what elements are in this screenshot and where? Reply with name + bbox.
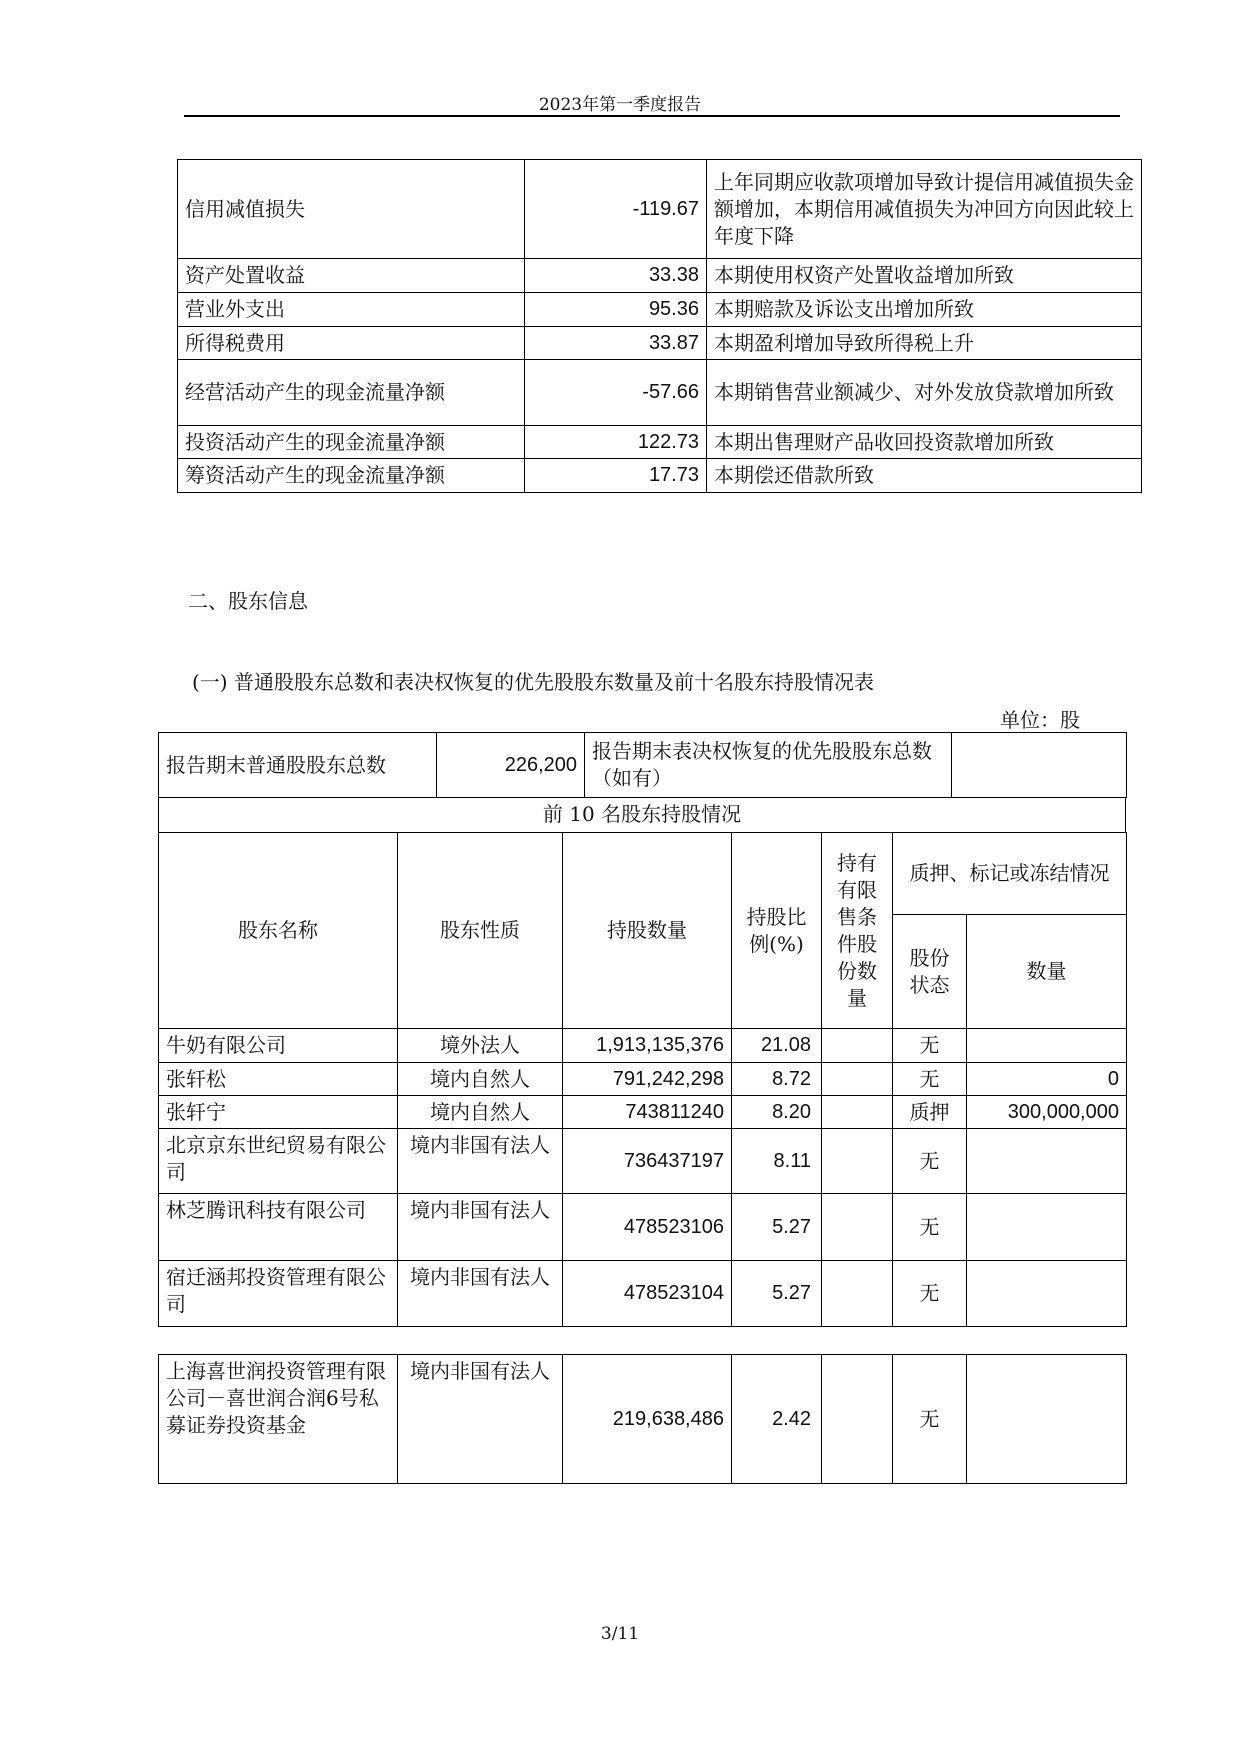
shareholder-name: 北京京东世纪贸易有限公司 [159, 1129, 398, 1194]
restricted-shares [822, 1096, 893, 1129]
change-value: -57.66 [525, 360, 707, 426]
col-header-ratio: 持股比例(%) [732, 833, 822, 1029]
item-name: 经营活动产生的现金流量净额 [178, 360, 525, 426]
col-header-status: 股份状态 [893, 915, 967, 1029]
change-reason: 本期出售理财产品收回投资款增加所致 [707, 426, 1142, 459]
common-holders-value: 226,200 [437, 733, 585, 798]
share-status: 无 [893, 1129, 967, 1194]
table-row [178, 360, 1142, 426]
item-name: 营业外支出 [178, 293, 525, 327]
table-row [178, 259, 1142, 293]
change-value: 33.87 [525, 327, 707, 360]
shareholder-row [159, 1355, 1127, 1484]
shareholder-row [159, 1063, 1127, 1096]
table-row [178, 327, 1142, 360]
change-value: -119.67 [525, 160, 707, 259]
item-name: 筹资活动产生的现金流量净额 [178, 459, 525, 493]
shareholder-name: 上海喜世润投资管理有限公司－喜世润合润6号私募证券投资基金 [159, 1355, 398, 1484]
restricted-shares [822, 1129, 893, 1194]
pledged-quantity [967, 1194, 1127, 1261]
item-name: 所得税费用 [178, 327, 525, 360]
section-title: 二、股东信息 [188, 589, 308, 613]
holding-ratio: 21.08 [732, 1029, 822, 1063]
shareholder-nature: 境内非国有法人 [398, 1194, 563, 1261]
shareholder-row [159, 1096, 1127, 1129]
shares-held: 743811240 [563, 1096, 732, 1129]
col-header-nature: 股东性质 [398, 833, 563, 1029]
header-divider [184, 115, 1120, 117]
holding-ratio: 2.42 [732, 1355, 822, 1484]
col-header-pledge: 质押、标记或冻结情况 [893, 833, 1127, 915]
shareholder-name: 宿迁涵邦投资管理有限公司 [159, 1261, 398, 1327]
shareholder-nature: 境内非国有法人 [398, 1261, 563, 1327]
shareholder-name: 林芝腾讯科技有限公司 [159, 1194, 398, 1261]
change-reason: 本期赔款及诉讼支出增加所致 [707, 293, 1142, 327]
holding-ratio: 8.11 [732, 1129, 822, 1194]
shares-held: 736437197 [563, 1129, 732, 1194]
top10-shareholders-table [158, 832, 1127, 1327]
share-status: 无 [893, 1261, 967, 1327]
item-name: 投资活动产生的现金流量净额 [178, 426, 525, 459]
shareholder-nature: 境内自然人 [398, 1063, 563, 1096]
change-value: 122.73 [525, 426, 707, 459]
col-header-quantity: 数量 [967, 915, 1127, 1029]
table-row [178, 293, 1142, 327]
col-header-name: 股东名称 [159, 833, 398, 1029]
table-row [178, 459, 1142, 493]
share-status: 无 [893, 1355, 967, 1484]
change-reason: 本期偿还借款所致 [707, 459, 1142, 493]
top10-shareholders-table-continued [158, 1354, 1127, 1484]
top10-title: 前 10 名股东持股情况 [158, 797, 1126, 832]
share-status: 无 [893, 1194, 967, 1261]
shares-held: 478523106 [563, 1194, 732, 1261]
table-row [178, 426, 1142, 459]
shareholder-name: 张轩宁 [159, 1096, 398, 1129]
holding-ratio: 5.27 [732, 1261, 822, 1327]
change-reason: 本期使用权资产处置收益增加所致 [707, 259, 1142, 293]
common-holders-label: 报告期末普通股股东总数 [159, 733, 437, 798]
shares-held: 1,913,135,376 [563, 1029, 732, 1063]
share-status: 无 [893, 1063, 967, 1096]
restricted-shares [822, 1194, 893, 1261]
restricted-shares [822, 1029, 893, 1063]
col-header-shares: 持股数量 [563, 833, 732, 1029]
change-reason: 本期盈利增加导致所得税上升 [707, 327, 1142, 360]
change-reason: 上年同期应收款项增加导致计提信用减值损失金额增加，本期信用减值损失为冲回方向因此较上年度下降 [707, 160, 1142, 259]
restricted-shares [822, 1063, 893, 1096]
item-name: 信用减值损失 [178, 160, 525, 259]
shares-held: 478523104 [563, 1261, 732, 1327]
holding-ratio: 8.72 [732, 1063, 822, 1096]
shareholder-nature: 境内非国有法人 [398, 1355, 563, 1484]
pledged-quantity: 300,000,000 [967, 1096, 1127, 1129]
restricted-shares [822, 1355, 893, 1484]
shareholder-nature: 境内非国有法人 [398, 1129, 563, 1194]
shares-held: 791,242,298 [563, 1063, 732, 1096]
preferred-holders-label: 报告期末表决权恢复的优先股股东总数（如有） [585, 733, 952, 798]
shareholder-row [159, 1129, 1127, 1194]
pledged-quantity [967, 1129, 1127, 1194]
shareholder-row [159, 1261, 1127, 1327]
shares-held: 219,638,486 [563, 1355, 732, 1484]
change-value: 33.38 [525, 259, 707, 293]
restricted-shares [822, 1261, 893, 1327]
page-number: 3/11 [600, 1624, 640, 1644]
preferred-holders-value [952, 733, 1127, 798]
holding-ratio: 8.20 [732, 1096, 822, 1129]
shareholder-name: 牛奶有限公司 [159, 1029, 398, 1063]
pledged-quantity [967, 1029, 1127, 1063]
change-value: 95.36 [525, 293, 707, 327]
table-row [178, 160, 1142, 259]
share-status: 无 [893, 1029, 967, 1063]
item-name: 资产处置收益 [178, 259, 525, 293]
unit-label: 单位：股 [1000, 708, 1080, 732]
shareholder-nature: 境外法人 [398, 1029, 563, 1063]
pledged-quantity: 0 [967, 1063, 1127, 1096]
shareholder-name: 张轩松 [159, 1063, 398, 1096]
change-explanation-table [177, 159, 1142, 493]
shareholder-summary-table [158, 732, 1127, 798]
change-reason: 本期销售营业额减少、对外发放贷款增加所致 [707, 360, 1142, 426]
share-status: 质押 [893, 1096, 967, 1129]
report-header: 2023年第一季度报告 [538, 95, 702, 115]
section-subtitle: (一) 普通股股东总数和表决权恢复的优先股股东数量及前十名股东持股情况表 [192, 670, 874, 694]
pledged-quantity [967, 1355, 1127, 1484]
shareholder-nature: 境内自然人 [398, 1096, 563, 1129]
shareholder-row [159, 1194, 1127, 1261]
pledged-quantity [967, 1261, 1127, 1327]
change-value: 17.73 [525, 459, 707, 493]
holding-ratio: 5.27 [732, 1194, 822, 1261]
shareholder-row [159, 1029, 1127, 1063]
col-header-restricted: 持有有限售条件股份数量 [822, 833, 893, 1029]
